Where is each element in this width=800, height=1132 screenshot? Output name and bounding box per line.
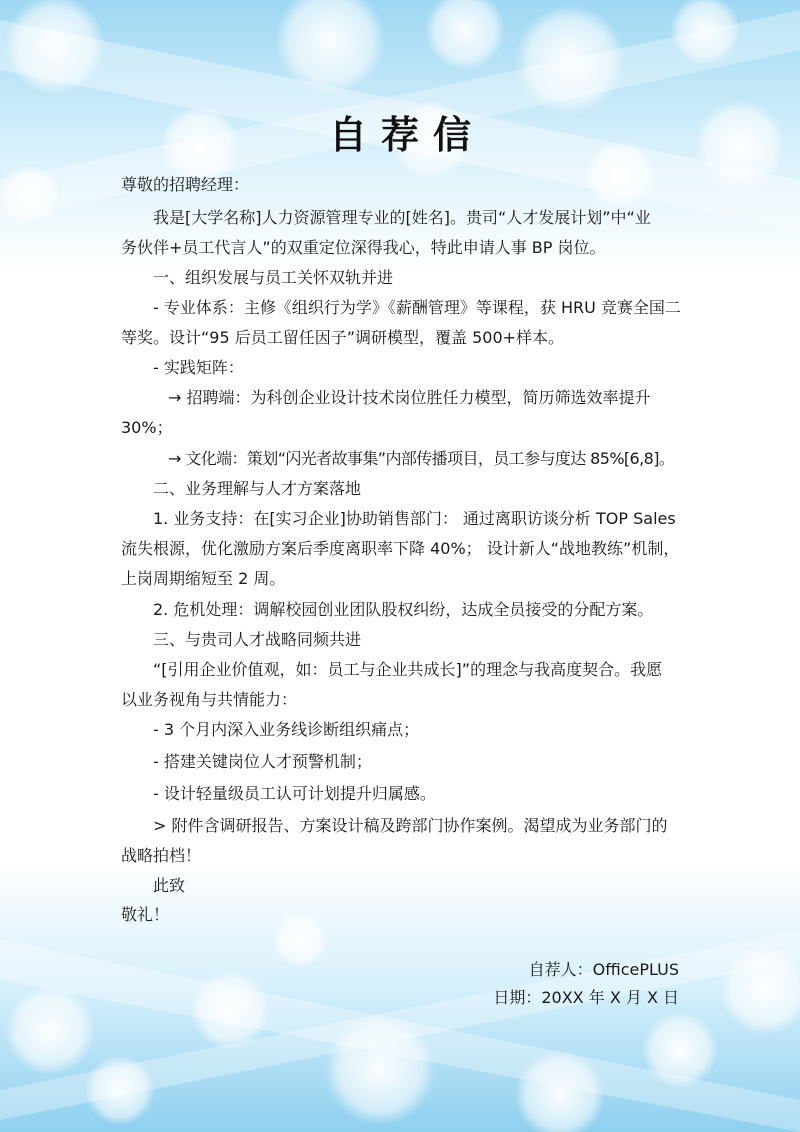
page-title: 自荐信	[328, 113, 485, 157]
business-support-line-3: 上岗周期缩短至 2 周。	[121, 569, 286, 588]
closing-salute: 敬礼！	[121, 905, 170, 924]
attachment-line-1: > 附件含调研报告、方案设计稿及跨部门协作案例。渴望成为业务部门的	[153, 816, 668, 835]
section-3-heading: 三、与贵司人才战略同频共进	[153, 630, 362, 649]
bullet-item: - 设计轻量级员工认可计划提升归属感。	[153, 784, 436, 803]
quote-line-2: 以业务视角与共情能力：	[121, 690, 298, 709]
quote-line-1: “[引用企业价值观，如：员工与企业共成长]”的理念与我高度契合。我愿	[153, 660, 663, 679]
bullet-item: - 3 个月内深入业务线诊断组织痛点；	[153, 720, 420, 739]
intro-line-1: 我是[大学名称]人力资源管理专业的[姓名]。贵司“人才发展计划”中“业	[153, 208, 651, 227]
closing-regards: 此致	[153, 876, 186, 895]
salutation: 尊敬的招聘经理：	[121, 175, 250, 194]
bullet-item: - 搭建关键岗位人才预警机制；	[153, 752, 372, 771]
professional-line-2: 等奖。设计“95 后员工留任因子”调研模型，覆盖 500+样本。	[121, 328, 565, 347]
business-support-line-1: 1. 业务支持：在[实习企业]协助销售部门： 通过离职访谈分析 TOP Sales	[153, 509, 676, 528]
section-1-heading: 一、组织发展与员工关怀双轨并进	[153, 268, 394, 287]
practice-label: - 实践矩阵：	[153, 358, 244, 377]
date-line: 日期：20XX 年 X 月 X 日	[493, 988, 679, 1007]
crisis-handling-line: 2. 危机处理：调解校园创业团队股权纠纷，达成全员接受的分配方案。	[153, 600, 654, 619]
recruit-line-2: 30%；	[121, 418, 173, 437]
signature: 自荐人：OfficePLUS	[528, 960, 679, 979]
intro-line-2: 务伙伴+员工代言人”的双重定位深得我心，特此申请人事 BP 岗位。	[121, 238, 606, 257]
recruit-line-1: → 招聘端：为科创企业设计技术岗位胜任力模型，简历筛选效率提升	[168, 388, 651, 407]
business-support-line-2: 流失根源，优化激励方案后季度离职率下降 40%； 设计新人“战地教练”机制，	[121, 539, 680, 558]
section-2-heading: 二、业务理解与人才方案落地	[153, 479, 362, 498]
culture-line: → 文化端：策划“闪光者故事集”内部传播项目，员工参与度达 85%[6,8]。	[168, 449, 675, 468]
professional-line-1: - 专业体系：主修《组织行为学》《薪酬管理》等课程，获 HRU 竞赛全国二	[153, 298, 681, 317]
attachment-line-2: 战略拍档！	[121, 846, 202, 865]
